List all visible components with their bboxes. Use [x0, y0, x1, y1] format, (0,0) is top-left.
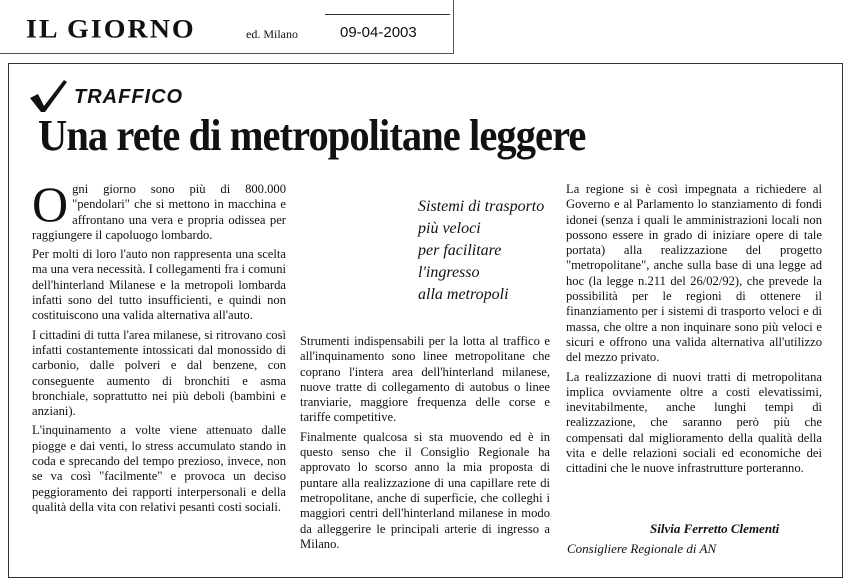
article-column-1: [32, 176, 286, 519]
article-headline: Una rete di metropolitane leggere: [38, 111, 586, 160]
pull-quote-line: l'ingresso: [418, 264, 480, 281]
pull-quote: [418, 196, 544, 306]
drop-cap: O: [32, 176, 69, 232]
checkmark-icon: [28, 78, 68, 114]
pull-quote-line: Sistemi di trasporto: [418, 198, 545, 215]
paragraph: La regione si è così impegnata a richiedere al Governo e al Parlamento lo stanziamento di fondi idonei (senza i quali le amministrazioni locali non possono essere in grado di iniziare opere di tale portata) alla realizzazione del progetto "metropolitane", anche sulla base di una legge ad hoc (la legge n.211 del 26/02/92), che prevede la possibilità per le regioni di ottenere il finanziamento per i sistemi di trasporto veloci e di massa, che oltre a non inquinare sono più veloci e sicuri e offrono una valida alternativa all'utilizzo del mezzo privato.: [566, 182, 822, 365]
paragraph: I cittadini di tutta l'area milanese, si ritrovano così infatti costantemente intossicati dal monossido di carbonio, dalle polveri e dal benzene, con conseguente aumento di bronchiti e asma bronchiale, soprattutto nei più deboli (bambini e anziani).: [32, 327, 286, 419]
pull-quote-line: alla metropoli: [418, 286, 509, 303]
date-rule: [325, 14, 450, 15]
article-column-2: [300, 334, 550, 556]
paragraph: Per molti di loro l'auto non rappresenta una scelta ma una vera necessità. I collegamenti fra i comuni dell'hinterland Milanese e la metropoli lombarda infatti sono del tutto insufficienti, e quindi non costituiscono una valida alternativa all'auto.: [32, 247, 286, 323]
author-role: Consigliere Regionale di AN: [567, 541, 717, 556]
article-column-3: [566, 182, 822, 481]
pull-quote-line: per facilitare: [418, 242, 502, 259]
paragraph: Strumenti indispensabili per la lotta al traffico e all'inquinamento sono linee metropolitane che coprano l'intera area dell'hinterland milanese, nuove tratte di collegamento di autobus o linee tranviarie, maggiore frequenza delle corse e tariffe competitive.: [300, 334, 550, 425]
paragraph-text: gni giorno sono più di 800.000 "pendolari" che si mettono in macchina e affrontano una vera e propria odissea per raggiungere il capoluogo lombardo.: [32, 182, 286, 242]
author-name: Silvia Ferretto Clementi: [650, 521, 780, 536]
paragraph: [32, 176, 286, 243]
publication-date: 09-04-2003: [340, 24, 417, 41]
newspaper-logo: IL GIORNO: [26, 14, 196, 45]
paragraph: Finalmente qualcosa si sta muovendo ed è in questo senso che il Consiglio Regionale ha approvato lo scorso anno la mia proposta di puntare alla realizzazione di una capillare rete di metropolitane, anche di superficie, che colleghi i maggiori centri dell'hinterland milanese in modo da alleggerire le principali arterie di ingresso a Milano.: [300, 429, 550, 551]
section-label: TRAFFICO: [74, 86, 184, 108]
pull-quote-line: più veloci: [418, 220, 481, 237]
paragraph: L'inquinamento a volte viene attenuato dalle piogge e dai venti, lo stress accumulato stando in coda e sprecando del tempo prezioso, invece, non se va così "facilmente" e provoca un deciso peggioramento dei rapporti interpersonali e della qualità della vita con relativi pesanti costi sociali.: [32, 423, 286, 514]
edition-label: ed. Milano: [246, 27, 298, 41]
paragraph: La realizzazione di nuovi tratti di metropolitana implica ovviamente oltre a costi elevatissimi, inevitabilmente, anche lunghi tempi di realizzazione, che saranno però più che compensati dal miglioramento della qualità della vita e delle relazioni sociali ed economiche dei cittadini che le nuove infrastrutture porteranno.: [566, 369, 822, 476]
